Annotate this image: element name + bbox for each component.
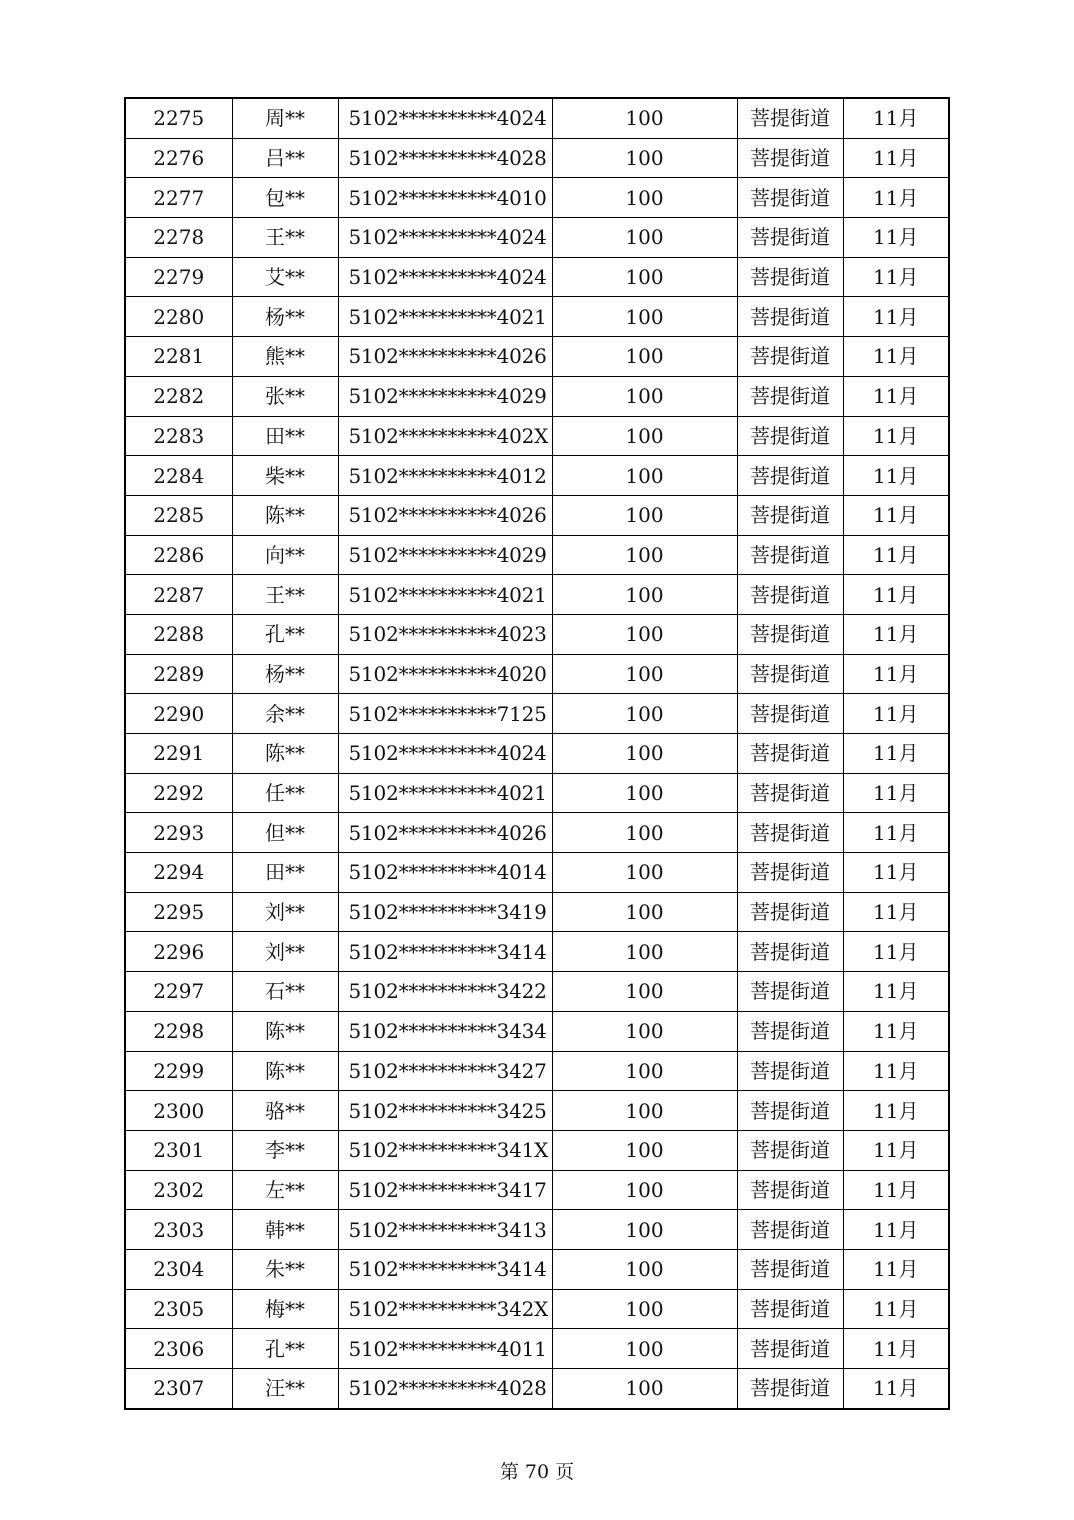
- cell-serial-number: 2283: [125, 416, 232, 456]
- cell-month: 11月: [843, 416, 949, 456]
- cell-amount: 100: [552, 1091, 737, 1131]
- cell-serial-number: 2287: [125, 575, 232, 615]
- cell-street: 菩提街道: [737, 1130, 843, 1170]
- cell-id-number: 5102**********4024: [338, 218, 552, 258]
- cell-month: 11月: [843, 972, 949, 1012]
- table-row: [125, 337, 949, 377]
- cell-name: 任**: [232, 773, 338, 813]
- cell-id-number: 5102**********3413: [338, 1210, 552, 1250]
- cell-street: 菩提街道: [737, 416, 843, 456]
- cell-serial-number: 2284: [125, 456, 232, 496]
- cell-street: 菩提街道: [737, 495, 843, 535]
- cell-name: 杨**: [232, 654, 338, 694]
- cell-name: 陈**: [232, 1011, 338, 1051]
- cell-serial-number: 2293: [125, 813, 232, 853]
- cell-month: 11月: [843, 535, 949, 575]
- table-row: [125, 1091, 949, 1131]
- cell-street: 菩提街道: [737, 1369, 843, 1409]
- cell-month: 11月: [843, 853, 949, 893]
- cell-id-number: 5102**********3427: [338, 1051, 552, 1091]
- cell-street: 菩提街道: [737, 535, 843, 575]
- cell-amount: 100: [552, 257, 737, 297]
- cell-amount: 100: [552, 575, 737, 615]
- cell-id-number: 5102**********4028: [338, 138, 552, 178]
- cell-name: 包**: [232, 178, 338, 218]
- cell-street: 菩提街道: [737, 178, 843, 218]
- cell-serial-number: 2279: [125, 257, 232, 297]
- cell-street: 菩提街道: [737, 1091, 843, 1131]
- cell-serial-number: 2291: [125, 734, 232, 774]
- cell-id-number: 5102**********4021: [338, 297, 552, 337]
- cell-month: 11月: [843, 1130, 949, 1170]
- cell-amount: 100: [552, 1249, 737, 1289]
- cell-name: 汪**: [232, 1369, 338, 1409]
- table-row: [125, 495, 949, 535]
- table-row: [125, 1051, 949, 1091]
- table-row: [125, 932, 949, 972]
- cell-amount: 100: [552, 138, 737, 178]
- cell-name: 田**: [232, 853, 338, 893]
- cell-id-number: 5102**********4029: [338, 376, 552, 416]
- cell-amount: 100: [552, 773, 737, 813]
- cell-amount: 100: [552, 694, 737, 734]
- cell-street: 菩提街道: [737, 1210, 843, 1250]
- cell-name: 王**: [232, 575, 338, 615]
- table-row: [125, 138, 949, 178]
- cell-serial-number: 2303: [125, 1210, 232, 1250]
- cell-name: 李**: [232, 1130, 338, 1170]
- cell-street: 菩提街道: [737, 892, 843, 932]
- cell-name: 陈**: [232, 495, 338, 535]
- cell-serial-number: 2292: [125, 773, 232, 813]
- cell-amount: 100: [552, 734, 737, 774]
- cell-id-number: 5102**********4014: [338, 853, 552, 893]
- cell-month: 11月: [843, 138, 949, 178]
- cell-amount: 100: [552, 1051, 737, 1091]
- cell-id-number: 5102**********341X: [338, 1130, 552, 1170]
- table-row: [125, 178, 949, 218]
- table-row: [125, 535, 949, 575]
- table-row: [125, 297, 949, 337]
- cell-serial-number: 2290: [125, 694, 232, 734]
- cell-name: 石**: [232, 972, 338, 1012]
- cell-month: 11月: [843, 734, 949, 774]
- cell-id-number: 5102**********4024: [338, 734, 552, 774]
- table-row: [125, 1011, 949, 1051]
- cell-id-number: 5102**********3419: [338, 892, 552, 932]
- cell-month: 11月: [843, 257, 949, 297]
- table-row: [125, 1329, 949, 1369]
- cell-amount: 100: [552, 495, 737, 535]
- cell-name: 艾**: [232, 257, 338, 297]
- cell-name: 吕**: [232, 138, 338, 178]
- cell-month: 11月: [843, 1329, 949, 1369]
- cell-id-number: 5102**********402X: [338, 416, 552, 456]
- cell-name: 孔**: [232, 1329, 338, 1369]
- cell-name: 杨**: [232, 297, 338, 337]
- cell-month: 11月: [843, 932, 949, 972]
- cell-id-number: 5102**********3434: [338, 1011, 552, 1051]
- cell-serial-number: 2306: [125, 1329, 232, 1369]
- cell-id-number: 5102**********4021: [338, 575, 552, 615]
- cell-name: 向**: [232, 535, 338, 575]
- cell-month: 11月: [843, 1369, 949, 1409]
- cell-amount: 100: [552, 813, 737, 853]
- cell-serial-number: 2294: [125, 853, 232, 893]
- cell-street: 菩提街道: [737, 1011, 843, 1051]
- cell-name: 周**: [232, 98, 338, 138]
- cell-serial-number: 2277: [125, 178, 232, 218]
- cell-serial-number: 2295: [125, 892, 232, 932]
- table-row: [125, 456, 949, 496]
- cell-amount: 100: [552, 416, 737, 456]
- table-row: [125, 1210, 949, 1250]
- table-row: [125, 257, 949, 297]
- cell-street: 菩提街道: [737, 1329, 843, 1369]
- cell-amount: 100: [552, 535, 737, 575]
- cell-id-number: 5102**********4026: [338, 813, 552, 853]
- cell-name: 陈**: [232, 1051, 338, 1091]
- cell-serial-number: 2289: [125, 654, 232, 694]
- table-row: [125, 734, 949, 774]
- cell-serial-number: 2288: [125, 614, 232, 654]
- table-row: [125, 773, 949, 813]
- cell-street: 菩提街道: [737, 456, 843, 496]
- cell-street: 菩提街道: [737, 932, 843, 972]
- cell-id-number: 5102**********3417: [338, 1170, 552, 1210]
- cell-id-number: 5102**********4012: [338, 456, 552, 496]
- table-row: [125, 813, 949, 853]
- cell-amount: 100: [552, 614, 737, 654]
- cell-month: 11月: [843, 297, 949, 337]
- cell-month: 11月: [843, 813, 949, 853]
- cell-name: 左**: [232, 1170, 338, 1210]
- cell-id-number: 5102**********4021: [338, 773, 552, 813]
- cell-amount: 100: [552, 1289, 737, 1329]
- cell-street: 菩提街道: [737, 1170, 843, 1210]
- cell-amount: 100: [552, 892, 737, 932]
- cell-amount: 100: [552, 218, 737, 258]
- table-row: [125, 694, 949, 734]
- table-row: [125, 654, 949, 694]
- table-row: [125, 1130, 949, 1170]
- cell-serial-number: 2298: [125, 1011, 232, 1051]
- cell-serial-number: 2278: [125, 218, 232, 258]
- cell-street: 菩提街道: [737, 813, 843, 853]
- cell-amount: 100: [552, 1329, 737, 1369]
- page-number: 第 70 页: [499, 1461, 575, 1483]
- cell-serial-number: 2280: [125, 297, 232, 337]
- cell-month: 11月: [843, 178, 949, 218]
- cell-amount: 100: [552, 376, 737, 416]
- cell-month: 11月: [843, 376, 949, 416]
- cell-street: 菩提街道: [737, 972, 843, 1012]
- cell-id-number: 5102**********4010: [338, 178, 552, 218]
- cell-serial-number: 2299: [125, 1051, 232, 1091]
- cell-id-number: 5102**********342X: [338, 1289, 552, 1329]
- cell-street: 菩提街道: [737, 654, 843, 694]
- cell-amount: 100: [552, 932, 737, 972]
- cell-id-number: 5102**********3414: [338, 932, 552, 972]
- cell-street: 菩提街道: [737, 853, 843, 893]
- cell-amount: 100: [552, 178, 737, 218]
- cell-street: 菩提街道: [737, 218, 843, 258]
- cell-street: 菩提街道: [737, 98, 843, 138]
- cell-name: 韩**: [232, 1210, 338, 1250]
- cell-month: 11月: [843, 456, 949, 496]
- cell-serial-number: 2304: [125, 1249, 232, 1289]
- cell-name: 熊**: [232, 337, 338, 377]
- cell-name: 朱**: [232, 1249, 338, 1289]
- cell-month: 11月: [843, 1210, 949, 1250]
- cell-street: 菩提街道: [737, 1249, 843, 1289]
- table-row: [125, 1369, 949, 1409]
- cell-amount: 100: [552, 1130, 737, 1170]
- cell-name: 刘**: [232, 932, 338, 972]
- cell-month: 11月: [843, 218, 949, 258]
- table-row: [125, 972, 949, 1012]
- cell-id-number: 5102**********4026: [338, 337, 552, 377]
- cell-id-number: 5102**********3425: [338, 1091, 552, 1131]
- table-row: [125, 1249, 949, 1289]
- table-row: [125, 853, 949, 893]
- cell-id-number: 5102**********4024: [338, 98, 552, 138]
- cell-serial-number: 2307: [125, 1369, 232, 1409]
- cell-id-number: 5102**********4028: [338, 1369, 552, 1409]
- cell-id-number: 5102**********4024: [338, 257, 552, 297]
- cell-amount: 100: [552, 297, 737, 337]
- cell-street: 菩提街道: [737, 138, 843, 178]
- cell-serial-number: 2285: [125, 495, 232, 535]
- cell-amount: 100: [552, 972, 737, 1012]
- cell-amount: 100: [552, 1210, 737, 1250]
- cell-amount: 100: [552, 1011, 737, 1051]
- cell-street: 菩提街道: [737, 376, 843, 416]
- cell-name: 梅**: [232, 1289, 338, 1329]
- cell-serial-number: 2275: [125, 98, 232, 138]
- cell-serial-number: 2302: [125, 1170, 232, 1210]
- cell-month: 11月: [843, 614, 949, 654]
- cell-serial-number: 2300: [125, 1091, 232, 1131]
- cell-street: 菩提街道: [737, 337, 843, 377]
- cell-id-number: 5102**********7125: [338, 694, 552, 734]
- cell-month: 11月: [843, 575, 949, 615]
- cell-name: 王**: [232, 218, 338, 258]
- cell-name: 余**: [232, 694, 338, 734]
- cell-month: 11月: [843, 1051, 949, 1091]
- table-row: [125, 416, 949, 456]
- cell-amount: 100: [552, 654, 737, 694]
- cell-amount: 100: [552, 337, 737, 377]
- table-row: [125, 575, 949, 615]
- cell-name: 骆**: [232, 1091, 338, 1131]
- table-row: [125, 376, 949, 416]
- cell-month: 11月: [843, 1289, 949, 1329]
- cell-id-number: 5102**********3422: [338, 972, 552, 1012]
- cell-street: 菩提街道: [737, 734, 843, 774]
- cell-month: 11月: [843, 1170, 949, 1210]
- cell-amount: 100: [552, 853, 737, 893]
- cell-serial-number: 2282: [125, 376, 232, 416]
- cell-id-number: 5102**********4023: [338, 614, 552, 654]
- cell-serial-number: 2276: [125, 138, 232, 178]
- table-row: [125, 1289, 949, 1329]
- cell-id-number: 5102**********4020: [338, 654, 552, 694]
- cell-month: 11月: [843, 694, 949, 734]
- cell-street: 菩提街道: [737, 694, 843, 734]
- cell-name: 柴**: [232, 456, 338, 496]
- cell-name: 张**: [232, 376, 338, 416]
- cell-serial-number: 2281: [125, 337, 232, 377]
- cell-amount: 100: [552, 456, 737, 496]
- cell-month: 11月: [843, 1249, 949, 1289]
- table-row: [125, 98, 949, 138]
- cell-street: 菩提街道: [737, 257, 843, 297]
- cell-month: 11月: [843, 98, 949, 138]
- roster-table-body: [125, 98, 949, 1409]
- table-row: [125, 614, 949, 654]
- cell-name: 但**: [232, 813, 338, 853]
- cell-month: 11月: [843, 892, 949, 932]
- cell-street: 菩提街道: [737, 614, 843, 654]
- cell-month: 11月: [843, 1011, 949, 1051]
- cell-serial-number: 2301: [125, 1130, 232, 1170]
- cell-id-number: 5102**********3414: [338, 1249, 552, 1289]
- cell-name: 刘**: [232, 892, 338, 932]
- cell-month: 11月: [843, 654, 949, 694]
- cell-id-number: 5102**********4029: [338, 535, 552, 575]
- cell-street: 菩提街道: [737, 773, 843, 813]
- cell-serial-number: 2286: [125, 535, 232, 575]
- cell-serial-number: 2305: [125, 1289, 232, 1329]
- cell-serial-number: 2296: [125, 932, 232, 972]
- roster-table: [124, 97, 950, 1410]
- cell-id-number: 5102**********4026: [338, 495, 552, 535]
- cell-name: 孔**: [232, 614, 338, 654]
- cell-amount: 100: [552, 1369, 737, 1409]
- cell-amount: 100: [552, 1170, 737, 1210]
- table-row: [125, 218, 949, 258]
- cell-street: 菩提街道: [737, 1289, 843, 1329]
- cell-id-number: 5102**********4011: [338, 1329, 552, 1369]
- cell-street: 菩提街道: [737, 297, 843, 337]
- cell-month: 11月: [843, 495, 949, 535]
- cell-name: 田**: [232, 416, 338, 456]
- table-row: [125, 1170, 949, 1210]
- cell-month: 11月: [843, 337, 949, 377]
- cell-serial-number: 2297: [125, 972, 232, 1012]
- cell-amount: 100: [552, 98, 737, 138]
- cell-name: 陈**: [232, 734, 338, 774]
- cell-month: 11月: [843, 1091, 949, 1131]
- cell-street: 菩提街道: [737, 1051, 843, 1091]
- cell-month: 11月: [843, 773, 949, 813]
- cell-street: 菩提街道: [737, 575, 843, 615]
- table-row: [125, 892, 949, 932]
